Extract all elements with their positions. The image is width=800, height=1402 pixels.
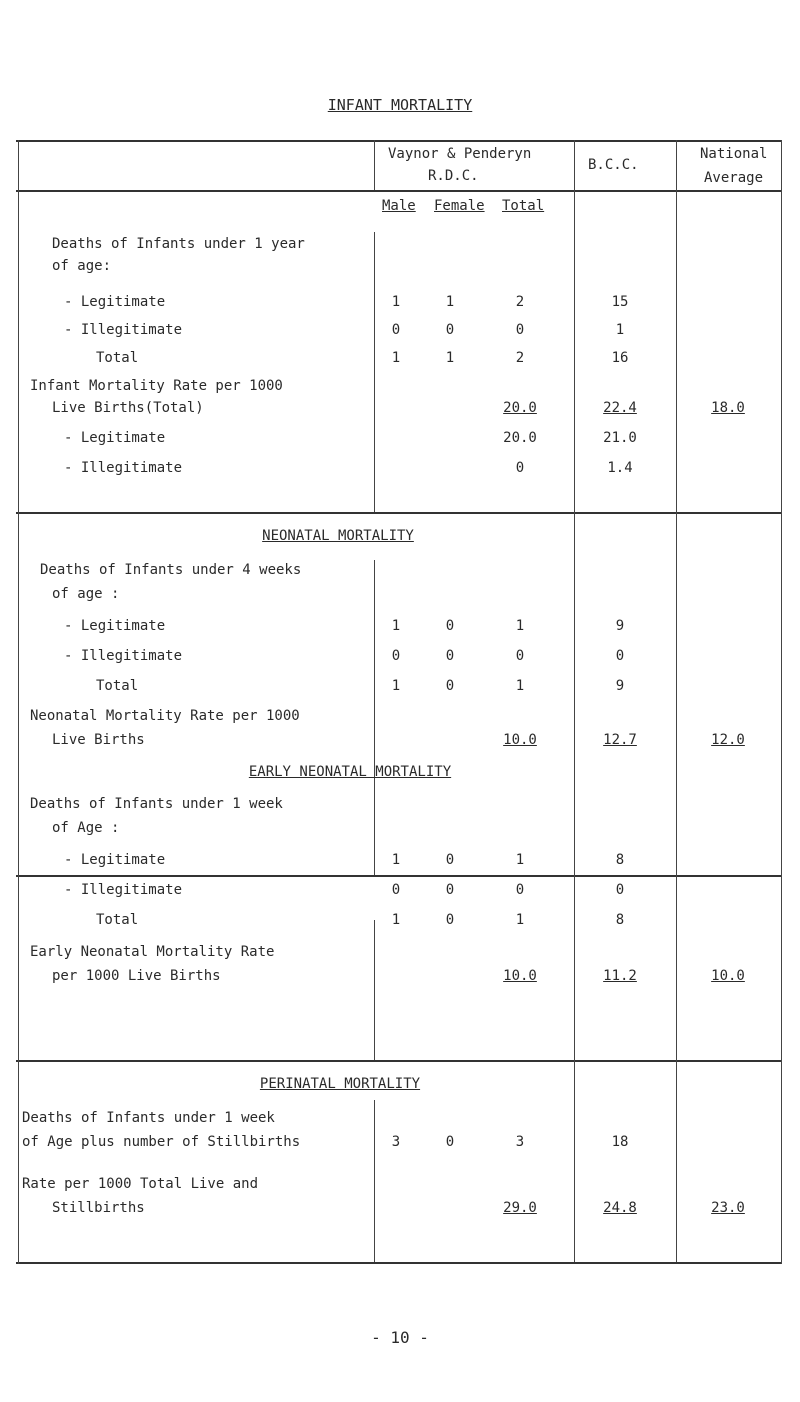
national-column-divider	[676, 140, 677, 1262]
female-value: 0	[445, 882, 455, 898]
row-label: - Illegitimate	[64, 460, 183, 476]
male-value: 1	[391, 350, 401, 366]
total-value: 2	[515, 294, 525, 310]
label-column-divider	[374, 560, 375, 875]
row-label: - Legitimate	[64, 618, 166, 634]
total-value: 0	[515, 322, 525, 338]
male-value: 1	[391, 294, 401, 310]
bcc-rate-value: 22.4	[603, 400, 637, 416]
male-value: 1	[391, 852, 401, 868]
national-rate-value: 12.0	[711, 732, 745, 748]
total-value: 0	[515, 882, 525, 898]
vaynor-header-sub: R.D.C.	[428, 168, 479, 184]
neonatal-rate-label: Neonatal Mortality Rate per 1000	[30, 708, 300, 724]
total-value: 3	[515, 1134, 525, 1150]
male-value: 0	[391, 648, 401, 664]
national-header-sub: Average	[704, 170, 764, 186]
perinatal-deaths-label: Deaths of Infants under 1 week	[22, 1110, 275, 1126]
female-value: 1	[445, 350, 455, 366]
bcc-column-divider	[574, 140, 575, 1262]
section-rule-1	[16, 512, 782, 514]
neonatal-rate-label-sub: Live Births	[52, 732, 145, 748]
bcc-rate-value: 21.0	[603, 430, 637, 446]
infant-rate-label-sub: Live Births(Total)	[52, 400, 204, 416]
bcc-rate-value: 11.2	[603, 968, 637, 984]
total-value: 0	[515, 648, 525, 664]
bcc-rate-value: 1.4	[607, 460, 633, 476]
total-rate-value: 10.0	[503, 732, 537, 748]
total-rate-value: 20.0	[503, 430, 537, 446]
total-rate-value: 10.0	[503, 968, 537, 984]
total-value: 1	[515, 912, 525, 928]
bcc-value: 18	[611, 1134, 629, 1150]
female-value: 0	[445, 648, 455, 664]
national-header: National	[700, 146, 768, 162]
total-value: 2	[515, 350, 525, 366]
right-border	[781, 140, 782, 1264]
male-value: 1	[391, 912, 401, 928]
row-label: Total	[96, 678, 139, 694]
label-column-divider	[374, 140, 375, 190]
bcc-value: 1	[615, 322, 625, 338]
early-rate-label: Early Neonatal Mortality Rate	[30, 944, 275, 960]
female-value: 0	[445, 618, 455, 634]
female-value: 0	[445, 678, 455, 694]
total-value: 1	[515, 618, 525, 634]
page-title: INFANT MORTALITY	[327, 96, 473, 114]
row-label: Total	[96, 912, 139, 928]
female-value: 0	[445, 322, 455, 338]
table-top-rule	[16, 140, 782, 142]
female-header: Female	[434, 198, 485, 214]
male-value: 0	[391, 882, 401, 898]
bcc-value: 9	[615, 618, 625, 634]
national-rate-value: 23.0	[711, 1200, 745, 1216]
row-label: - Legitimate	[64, 852, 166, 868]
bcc-value: 0	[615, 648, 625, 664]
infant-deaths-label: Deaths of Infants under 1 year	[52, 236, 305, 252]
bcc-value: 16	[611, 350, 629, 366]
female-value: 0	[445, 1134, 455, 1150]
bcc-value: 0	[615, 882, 625, 898]
total-rate-value: 0	[515, 460, 525, 476]
section-heading: EARLY NEONATAL MORTALITY	[248, 764, 452, 780]
early-rate-label-sub: per 1000 Live Births	[52, 968, 221, 984]
total-rate-value: 20.0	[503, 400, 537, 416]
label-column-divider	[374, 920, 375, 1060]
male-header: Male	[382, 198, 416, 214]
national-rate-value: 10.0	[711, 968, 745, 984]
national-rate-value: 18.0	[711, 400, 745, 416]
female-value: 0	[445, 912, 455, 928]
male-value: 1	[391, 678, 401, 694]
bcc-value: 15	[611, 294, 629, 310]
bcc-rate-value: 12.7	[603, 732, 637, 748]
label-column-divider	[374, 232, 375, 512]
early-deaths-label-sub: of Age :	[52, 820, 120, 836]
male-value: 0	[391, 322, 401, 338]
total-rate-value: 29.0	[503, 1200, 537, 1216]
male-value: 3	[391, 1134, 401, 1150]
female-value: 1	[445, 294, 455, 310]
bcc-header: B.C.C.	[588, 157, 639, 173]
section-heading: NEONATAL MORTALITY	[262, 528, 414, 544]
table-bottom-rule	[16, 1262, 782, 1264]
female-value: 0	[445, 852, 455, 868]
section-rule-2	[16, 875, 782, 877]
perinatal-rate-label: Rate per 1000 Total Live and	[22, 1176, 259, 1192]
male-value: 1	[391, 618, 401, 634]
infant-rate-label: Infant Mortality Rate per 1000	[30, 378, 283, 394]
bcc-rate-value: 24.8	[603, 1200, 637, 1216]
bcc-value: 8	[615, 912, 625, 928]
row-label: - Illegitimate	[64, 322, 183, 338]
neonatal-deaths-label-sub: of age :	[52, 586, 120, 602]
perinatal-deaths-label-sub: of Age plus number of Stillbirths	[22, 1134, 301, 1150]
bcc-value: 8	[615, 852, 625, 868]
section-rule-3	[16, 1060, 782, 1062]
total-value: 1	[515, 678, 525, 694]
total-header: Total	[502, 198, 545, 214]
neonatal-deaths-label: Deaths of Infants under 4 weeks	[40, 562, 302, 578]
row-label: - Illegitimate	[64, 648, 183, 664]
section-heading: PERINATAL MORTALITY	[259, 1076, 421, 1092]
total-value: 1	[515, 852, 525, 868]
vaynor-header: Vaynor & Penderyn	[388, 146, 532, 162]
infant-deaths-label-sub: of age:	[52, 258, 112, 274]
row-label: - Legitimate	[64, 430, 166, 446]
page-number: - 10 -	[371, 1328, 429, 1347]
row-label: - Illegitimate	[64, 882, 183, 898]
early-deaths-label: Deaths of Infants under 1 week	[30, 796, 283, 812]
row-label: - Legitimate	[64, 294, 166, 310]
header-rule	[16, 190, 782, 192]
label-column-divider	[374, 1100, 375, 1262]
bcc-value: 9	[615, 678, 625, 694]
perinatal-rate-label-sub: Stillbirths	[52, 1200, 145, 1216]
left-border	[18, 140, 19, 1264]
row-label: Total	[96, 350, 139, 366]
